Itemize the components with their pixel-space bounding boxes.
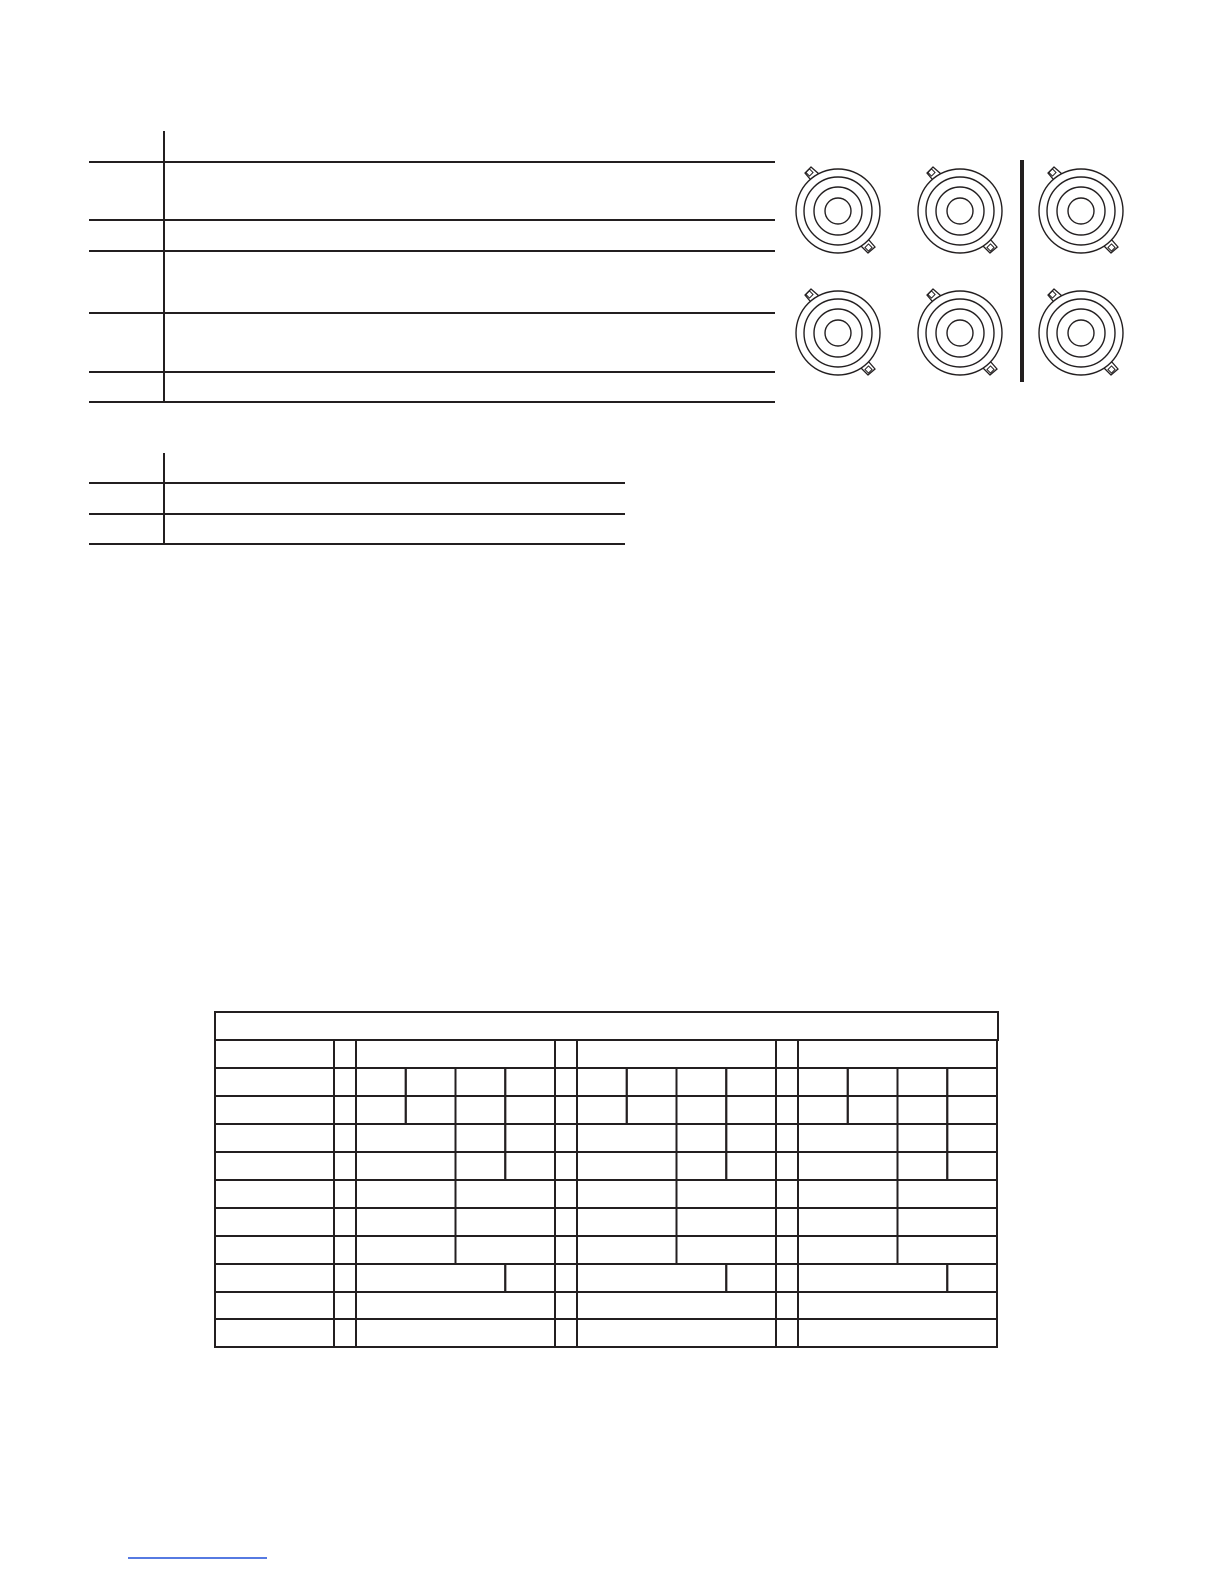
spec-grid-value-cell <box>456 1124 506 1152</box>
spec-grid-value-cell <box>726 1152 776 1180</box>
spec-grid-value-cell <box>798 1124 898 1152</box>
spec-grid-spacer-cell <box>555 1152 577 1180</box>
spec-grid-spacer-cell <box>334 1236 356 1264</box>
spec-grid-value-cell <box>798 1040 997 1068</box>
spec-grid-spacer-cell <box>334 1319 356 1347</box>
spec-grid-value-cell <box>798 1096 848 1124</box>
spec-grid-value-cell <box>456 1208 556 1236</box>
spec-grid-value-cell <box>726 1096 776 1124</box>
spec-grid-value-cell <box>577 1096 627 1124</box>
spec-grid-spacer-cell <box>555 1208 577 1236</box>
spec-grid-value-cell <box>406 1068 456 1096</box>
spec-grid-value-cell <box>577 1152 677 1180</box>
spec-grid-value-cell <box>898 1180 998 1208</box>
spec-grid-value-cell <box>947 1068 997 1096</box>
spec-grid-value-cell <box>456 1152 506 1180</box>
spec-grid-spacer-cell <box>555 1292 577 1319</box>
spec-grid-value-cell <box>677 1236 777 1264</box>
spec-grid-spacer-cell <box>776 1180 798 1208</box>
spec-grid-value-cell <box>577 1319 776 1347</box>
spec-grid-value-cell <box>577 1264 726 1292</box>
spec-grid-value-cell <box>356 1208 456 1236</box>
spec-grid-value-cell <box>677 1208 777 1236</box>
spec-grid-spacer-cell <box>776 1264 798 1292</box>
spec-grid-value-cell <box>577 1124 677 1152</box>
spec-grid-value-cell <box>677 1152 727 1180</box>
spec-grid-value-cell <box>798 1264 947 1292</box>
spec-grid-value-cell <box>798 1180 898 1208</box>
spec-grid-spacer-cell <box>555 1236 577 1264</box>
bnc-connector-icon <box>918 167 1002 253</box>
spec-grid-value-cell <box>898 1152 948 1180</box>
spec-grid-value-cell <box>505 1124 555 1152</box>
spec-grid-label-cell <box>215 1096 334 1124</box>
spec-grid-value-cell <box>505 1264 555 1292</box>
spec-grid-value-cell <box>356 1068 406 1096</box>
spec-grid-spacer-cell <box>776 1040 798 1068</box>
spec-grid-spacer-cell <box>334 1292 356 1319</box>
spec-grid-spacer-cell <box>776 1319 798 1347</box>
spec-grid-value-cell <box>726 1264 776 1292</box>
spec-grid-value-cell <box>677 1068 727 1096</box>
spec-grid-label-cell <box>215 1319 334 1347</box>
spec-grid-label-cell <box>215 1236 334 1264</box>
spec-grid-value-cell <box>577 1040 776 1068</box>
spec-grid-value-cell <box>505 1068 555 1096</box>
spec-grid-value-cell <box>798 1236 898 1264</box>
spec-grid-value-cell <box>356 1180 456 1208</box>
spec-grid-label-cell <box>215 1152 334 1180</box>
spec-grid-spacer-cell <box>555 1096 577 1124</box>
spec-grid-value-cell <box>356 1040 555 1068</box>
spec-grid-spacer-cell <box>555 1124 577 1152</box>
spec-grid-value-cell <box>456 1180 556 1208</box>
spec-grid-label-cell <box>215 1068 334 1096</box>
spec-grid-spacer-cell <box>776 1236 798 1264</box>
spec-grid-value-cell <box>848 1068 898 1096</box>
spec-grid-value-cell <box>798 1208 898 1236</box>
top-table <box>89 131 775 403</box>
spec-grid-spacer-cell <box>334 1068 356 1096</box>
spec-grid <box>215 1012 998 1347</box>
spec-grid-value-cell <box>947 1096 997 1124</box>
small-table <box>89 453 625 545</box>
spec-grid-value-cell <box>505 1096 555 1124</box>
spec-grid-spacer-cell <box>334 1152 356 1180</box>
spec-grid-value-cell <box>577 1292 776 1319</box>
bnc-connector-icon <box>1039 167 1123 253</box>
spec-grid-value-cell <box>726 1068 776 1096</box>
spec-grid-value-cell <box>798 1152 898 1180</box>
spec-grid-value-cell <box>798 1292 997 1319</box>
spec-grid-value-cell <box>356 1152 456 1180</box>
spec-grid-value-cell <box>356 1124 456 1152</box>
spec-grid-label-cell <box>215 1208 334 1236</box>
spec-grid-value-cell <box>356 1292 555 1319</box>
spec-grid-spacer-cell <box>776 1124 798 1152</box>
spec-grid-value-cell <box>356 1319 555 1347</box>
bnc-connector-icon <box>796 167 880 253</box>
spec-grid-label-cell <box>215 1264 334 1292</box>
spec-grid-spacer-cell <box>776 1208 798 1236</box>
spec-grid-value-cell <box>898 1124 948 1152</box>
spec-grid-title-row <box>215 1012 998 1040</box>
spec-grid-spacer-cell <box>776 1068 798 1096</box>
spec-grid-spacer-cell <box>334 1208 356 1236</box>
spec-grid-value-cell <box>577 1068 627 1096</box>
spec-grid-value-cell <box>798 1319 997 1347</box>
spec-grid-value-cell <box>677 1096 727 1124</box>
spec-grid-value-cell <box>947 1124 997 1152</box>
spec-grid-value-cell <box>577 1236 677 1264</box>
spec-grid-spacer-cell <box>334 1040 356 1068</box>
spec-grid-value-cell <box>577 1208 677 1236</box>
spec-grid-label-cell <box>215 1040 334 1068</box>
spec-grid-spacer-cell <box>776 1292 798 1319</box>
spec-grid-value-cell <box>898 1096 948 1124</box>
spec-grid-spacer-cell <box>334 1096 356 1124</box>
spec-grid-spacer-cell <box>334 1124 356 1152</box>
spec-grid-value-cell <box>627 1096 677 1124</box>
spec-grid-value-cell <box>356 1096 406 1124</box>
spec-grid-value-cell <box>947 1152 997 1180</box>
bnc-connector-icon <box>1039 289 1123 375</box>
spec-grid-value-cell <box>848 1096 898 1124</box>
spec-grid-label-cell <box>215 1124 334 1152</box>
spec-grid-value-cell <box>798 1068 848 1096</box>
spec-grid-value-cell <box>406 1096 456 1124</box>
panel-divider-bar <box>1020 160 1024 382</box>
spec-grid-label-cell <box>215 1292 334 1319</box>
spec-grid-value-cell <box>898 1208 998 1236</box>
spec-grid-value-cell <box>505 1152 555 1180</box>
spec-grid-value-cell <box>577 1180 677 1208</box>
spec-grid-spacer-cell <box>776 1152 798 1180</box>
connector-panel <box>796 160 1123 382</box>
spec-grid-value-cell <box>677 1124 727 1152</box>
spec-grid-spacer-cell <box>334 1180 356 1208</box>
spec-grid-spacer-cell <box>555 1264 577 1292</box>
bnc-connector-icon <box>796 289 880 375</box>
spec-grid-value-cell <box>456 1096 506 1124</box>
spec-grid-value-cell <box>627 1068 677 1096</box>
bnc-connector-icon <box>918 289 1002 375</box>
spec-grid-spacer-cell <box>776 1096 798 1124</box>
spec-grid-value-cell <box>898 1236 998 1264</box>
spec-grid-value-cell <box>898 1068 948 1096</box>
spec-grid-value-cell <box>356 1236 456 1264</box>
spec-grid-spacer-cell <box>555 1180 577 1208</box>
spec-grid-value-cell <box>726 1124 776 1152</box>
spec-grid-spacer-cell <box>334 1264 356 1292</box>
spec-grid-spacer-cell <box>555 1040 577 1068</box>
spec-grid-value-cell <box>947 1264 997 1292</box>
spec-grid-spacer-cell <box>555 1319 577 1347</box>
spec-grid-value-cell <box>456 1236 556 1264</box>
spec-grid-body <box>215 1040 997 1347</box>
spec-grid-spacer-cell <box>555 1068 577 1096</box>
spec-grid-value-cell <box>356 1264 505 1292</box>
spec-grid-value-cell <box>456 1068 506 1096</box>
spec-grid-value-cell <box>677 1180 777 1208</box>
spec-grid-label-cell <box>215 1180 334 1208</box>
